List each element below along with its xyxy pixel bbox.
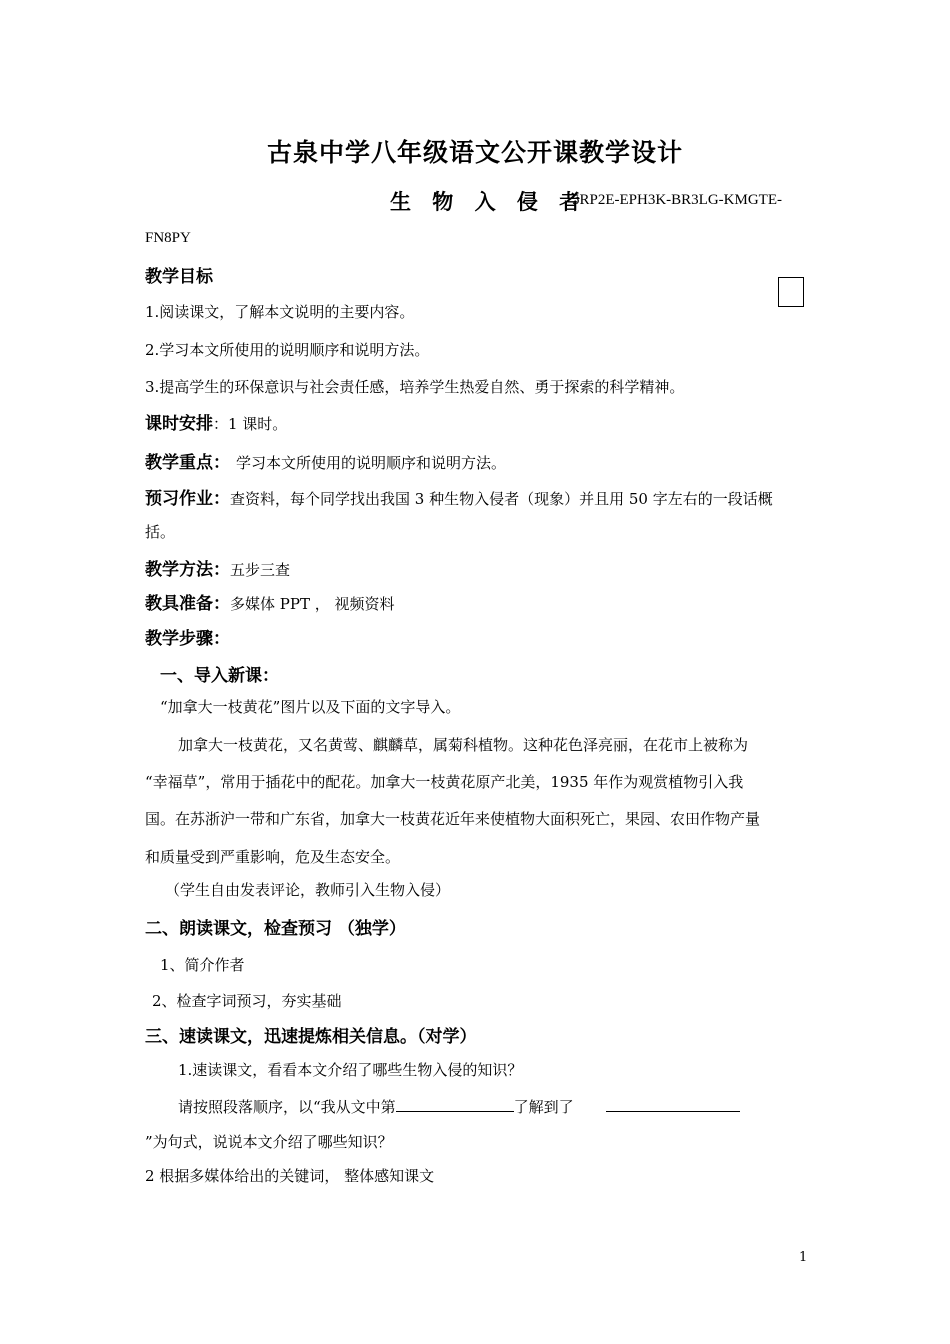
section1-para-line-2: “幸福草”，常用于插花中的配花。加拿大一枝黄花原产北美，1935 年作为观赏植物引入我	[145, 773, 744, 791]
section1-para-line-4: 和质量受到严重影响，危及生态安全。	[145, 848, 401, 866]
homework-label: 预习作业：	[145, 489, 230, 509]
section3-question-1: 1.速读课文，看看本文介绍了哪些生物入侵的知识？	[178, 1061, 523, 1079]
homework-value-line2: 括。	[145, 523, 176, 541]
section1-para-line-1: 加拿大一枝黄花，又名黄莺、麒麟草，属菊科植物。这种花色泽亮丽，在花市上被称为	[178, 736, 749, 754]
focus-label: 教学重点：	[145, 453, 230, 473]
lesson-title: 生 物 入 侵 者	[390, 190, 588, 214]
section1-intro: “加拿大一枝黄花”图片以及下面的文字导入。	[160, 698, 461, 716]
section2-item-2: 2、检查字词预习，夯实基础	[152, 992, 342, 1010]
fill-blank-paragraph[interactable]	[396, 1097, 514, 1112]
section1-note: （学生自由发表评论，教师引入生物入侵）	[165, 881, 451, 899]
section2-item-1: 1、简介作者	[160, 956, 245, 974]
section3-heading: 三、速读课文，迅速提炼相关信息。（对学）	[145, 1027, 477, 1047]
homework-value-line1: 查资料，每个同学找出我国 3 种生物入侵者（现象）并且用 50 字左右的一段话概	[230, 490, 773, 508]
section3-prompt-row	[178, 1096, 740, 1117]
page-number: 1	[799, 1250, 808, 1265]
schedule-label: 课时安排	[145, 414, 213, 434]
objective-item-3: 3.提高学生的环保意识与社会责任感，培养学生热爱自然、勇于探索的科学精神。	[145, 378, 685, 396]
fill-blank-knowledge[interactable]	[606, 1097, 740, 1112]
objective-item-1: 1.阅读课文，了解本文说明的主要内容。	[145, 303, 415, 321]
tools-row	[145, 589, 395, 614]
section3-prompt-part-b: 了解到了	[513, 1098, 574, 1116]
product-code-part1: 5RP2E-EPH3K-BR3LG-KMGTE-	[572, 192, 782, 208]
method-row	[145, 555, 290, 580]
method-label: 教学方法：	[145, 560, 230, 580]
schedule-value: ：1 课时。	[213, 415, 288, 433]
steps-heading: 教学步骤：	[145, 629, 230, 649]
section3-question-2: 2 根据多媒体给出的关键词， 整体感知课文	[145, 1167, 435, 1185]
section1-para-line-3: 国。在苏浙沪一带和广东省，加拿大一枝黄花近年来使植物大面积死亡，果园、农田作物产量	[145, 810, 761, 828]
section2-heading: 二、朗读课文，检查预习 （独学）	[145, 919, 406, 939]
tools-value: 多媒体 PPT ， 视频资料	[230, 595, 395, 613]
focus-row	[145, 448, 506, 473]
section1-heading: 一、导入新课：	[160, 666, 279, 686]
document-title: 古泉中学八年级语文公开课教学设计	[266, 138, 683, 167]
homework-row	[145, 484, 773, 509]
checkbox-square[interactable]	[778, 277, 804, 307]
objective-item-2: 2.学习本文所使用的说明顺序和说明方法。	[145, 341, 430, 359]
method-value: 五步三查	[230, 561, 291, 579]
objectives-heading: 教学目标	[145, 267, 213, 287]
product-code-part2: FN8PY	[145, 230, 191, 246]
focus-value: 学习本文所使用的说明顺序和说明方法。	[236, 454, 507, 472]
section3-prompt-part-c: ”为句式，说说本文介绍了哪些知识？	[145, 1133, 393, 1151]
section3-prompt-part-a: 请按照段落顺序，以“我从文中第	[178, 1098, 396, 1116]
schedule-row	[145, 409, 287, 434]
tools-label: 教具准备：	[145, 594, 230, 614]
